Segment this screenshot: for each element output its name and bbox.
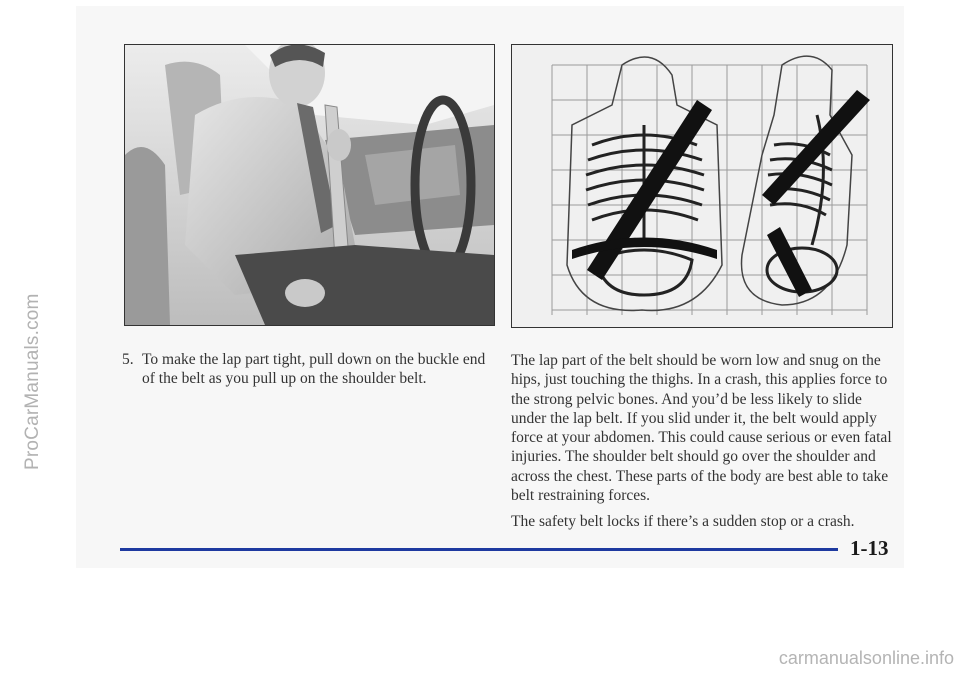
instruction-step-5 <box>122 350 492 388</box>
seatbelt-fastening-illustration <box>124 44 495 326</box>
step-text: To make the lap part tight, pull down on the buckle end of the belt as you pull up on the shoulder belt. <box>142 351 486 387</box>
seatbelt-fastening-drawing <box>125 45 494 325</box>
page-number: 1-13 <box>850 536 889 560</box>
footer-rule <box>120 548 838 551</box>
watermark-side: ProCarManuals.com <box>22 293 43 470</box>
skeleton-belt-position-diagram <box>511 44 893 328</box>
watermark-bottom: carmanualsonline.info <box>778 648 954 668</box>
paragraph-lap-belt: The lap part of the belt should be worn low and snug on the hips, just touching the thighs. In a crash, this applies force to the strong pelvic bones. And you’d be less likely to slide under the lap belt. If you slid under it, the belt would apply force at your abdomen. This could cause serious or even fatal injuries. The shoulder belt should go over the shoulder and across the chest. These parts of the body are best able to take belt restraining forces. <box>511 352 892 505</box>
step-number: 5. <box>122 351 134 368</box>
skeleton-belt-drawing <box>512 45 892 327</box>
body-text <box>511 351 895 539</box>
paragraph-belt-locks: The safety belt locks if there’s a sudden stop or a crash. <box>511 513 855 531</box>
